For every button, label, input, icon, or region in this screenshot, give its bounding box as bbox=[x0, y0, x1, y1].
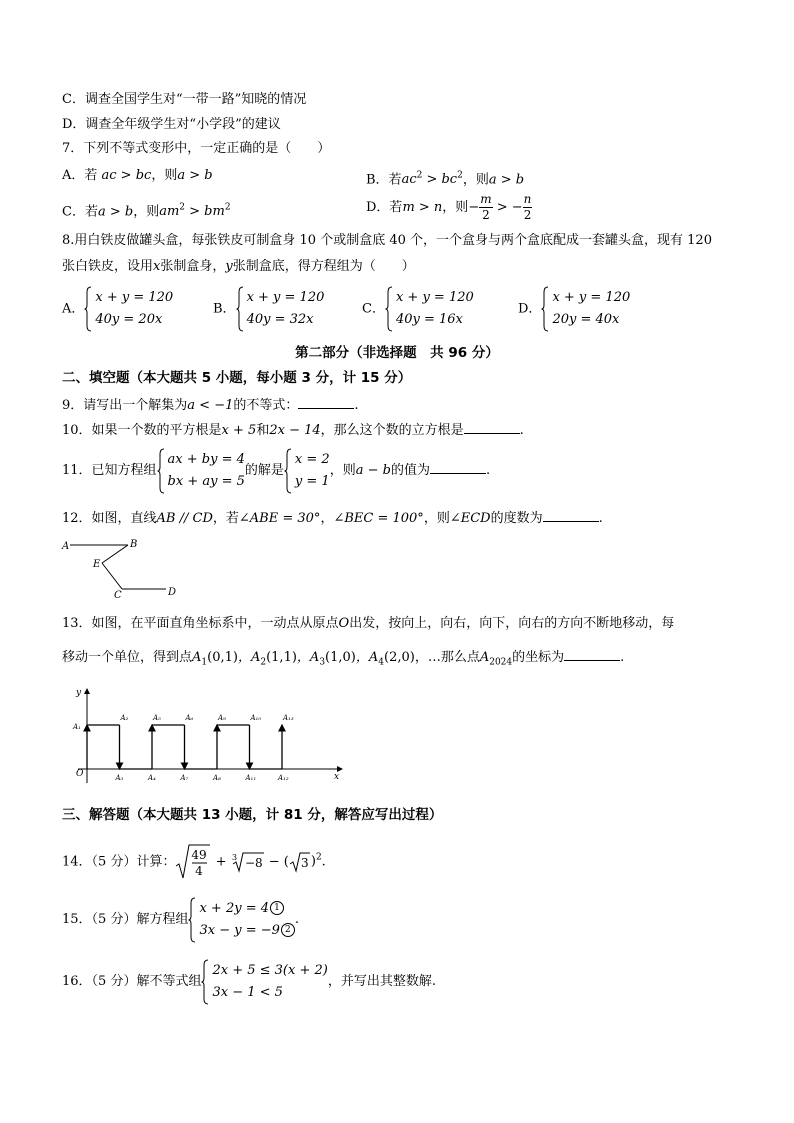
q8-c-eq2: 40y = 16x bbox=[395, 312, 463, 327]
q8-a-eq2: 40y = 20x bbox=[95, 312, 163, 327]
q7-d-gt: > − bbox=[492, 200, 523, 215]
q7-d-frac-n: $\frac{n}{2}$ bbox=[523, 192, 532, 222]
q8-option-a bbox=[62, 287, 173, 332]
q11-solution bbox=[284, 449, 330, 493]
q12-c1: ，若 bbox=[212, 511, 239, 526]
point-label: A₅ bbox=[153, 714, 161, 722]
q7-d-frac-m: $\frac{m}{2}$ bbox=[480, 192, 492, 222]
q8-d-eq1: x + y = 120 bbox=[552, 290, 631, 305]
q11-pre: 11．已知方程组 bbox=[62, 463, 157, 478]
q10-answer-blank[interactable] bbox=[464, 420, 520, 434]
q7-c-prefix: C．若 bbox=[62, 204, 98, 220]
point-label: A₁₂ bbox=[278, 774, 289, 782]
q15-eq1-number: 1 bbox=[270, 901, 284, 915]
q7-option-a bbox=[62, 167, 213, 185]
point-label: A₈ bbox=[213, 774, 221, 782]
q9-post: 的不等式： bbox=[233, 398, 299, 413]
svg-text:3: 3 bbox=[231, 852, 237, 862]
point-label: A₃ bbox=[115, 774, 124, 782]
q10-pre: 10．如果一个数的平方根是 bbox=[62, 423, 222, 438]
label-a: A bbox=[62, 541, 70, 552]
q16-system bbox=[201, 960, 327, 1004]
q15-eq1: x + 2y = 4 bbox=[199, 900, 269, 916]
q7-b-prefix: B．若 bbox=[366, 172, 402, 188]
q7-stem: 7．下列不等式变形中，一定正确的是（ ） bbox=[62, 141, 331, 156]
q11-eq2: bx + ay = 5 bbox=[167, 473, 245, 489]
label-b: B bbox=[130, 539, 138, 550]
origin-label: O bbox=[76, 769, 84, 779]
q8-b-eq2: 40y = 32x bbox=[246, 312, 314, 327]
q7-b-then: ，则 bbox=[462, 172, 489, 188]
q7-a-result: a > b bbox=[177, 168, 213, 183]
q13-points: $A_1(0,1)$，$A_2(1,1)$，$A_3(1,0)$，$A_4(2,0)$ bbox=[192, 650, 415, 668]
point-label: A₆ bbox=[185, 714, 194, 722]
q14 bbox=[62, 838, 326, 882]
q16-post: ，并写出其整数解. bbox=[327, 974, 436, 989]
q11-expr: a − b bbox=[355, 463, 391, 478]
q13-line1-a: 13．如图，在平面直角坐标系中，一动点从原点 bbox=[62, 616, 339, 631]
q9-cond: a < −1 bbox=[187, 398, 234, 413]
q11 bbox=[62, 448, 490, 494]
q11-post: ，则 bbox=[329, 463, 356, 478]
q13-graph bbox=[66, 683, 356, 793]
q8-line2-b: 张制盒身， bbox=[160, 259, 226, 274]
q8-a-label: A． bbox=[62, 301, 85, 317]
point-label: A₁₀ bbox=[250, 714, 262, 722]
q16-pre: 16．（5 分）解不等式组 bbox=[62, 974, 202, 989]
sqrt-3 bbox=[289, 851, 311, 873]
q10-post: ，那么这个数的立方根是 bbox=[320, 423, 464, 438]
q15-end: . bbox=[294, 912, 300, 927]
q12-end: . bbox=[598, 511, 603, 526]
q11-mid: 的解是 bbox=[244, 463, 284, 478]
svg-text:4: 4 bbox=[195, 863, 204, 878]
q9-pre: 9．请写出一个解集为 bbox=[62, 398, 188, 413]
segment-ec bbox=[102, 563, 122, 589]
movement-path bbox=[87, 725, 282, 769]
segment-be bbox=[102, 545, 128, 563]
q11-sol2: y = 1 bbox=[294, 473, 330, 489]
q11-sol1: x = 2 bbox=[294, 451, 330, 467]
q8-b-eq1: x + y = 120 bbox=[246, 290, 325, 305]
q12-c3: ，则 bbox=[423, 511, 450, 526]
q11-eq1: ax + by = 4 bbox=[167, 451, 245, 467]
q16-eq1: 2x + 5 ≤ 3(x + 2) bbox=[212, 962, 328, 978]
q8-c-label: C． bbox=[362, 301, 385, 317]
q13-end: . bbox=[620, 650, 625, 665]
q8-d-system bbox=[541, 287, 630, 331]
q12-post: 的度数为 bbox=[490, 511, 543, 526]
q7-option-c bbox=[62, 199, 231, 221]
q8-d-label: D． bbox=[518, 301, 542, 317]
q13-target: $A_{2024}$ bbox=[479, 650, 513, 668]
point-label: A₇ bbox=[180, 774, 189, 782]
q8-option-d bbox=[518, 287, 630, 332]
q11-answer-blank[interactable] bbox=[430, 460, 486, 474]
q9 bbox=[62, 395, 359, 415]
q12-angle2: ∠BEC = 100° bbox=[333, 511, 424, 526]
q7-c-then: ，则 bbox=[133, 204, 160, 220]
q13-line2-a: 移动一个单位，得到点 bbox=[62, 650, 193, 665]
q16 bbox=[62, 958, 436, 1006]
q8-option-b bbox=[213, 287, 324, 332]
q10-expr1: x + 5 bbox=[221, 423, 257, 438]
q8-c-eq1: x + y = 120 bbox=[395, 290, 474, 305]
q13-line1-b: 出发，按向上，向右，向下，向右的方向不断地移动，每 bbox=[349, 616, 675, 631]
q14-end: . bbox=[321, 854, 326, 870]
q14-minus: − ( bbox=[264, 854, 289, 870]
q8-b-label: B． bbox=[213, 301, 236, 317]
y-label: y bbox=[76, 688, 82, 698]
point-label: A₁₁ bbox=[245, 774, 257, 782]
q9-answer-blank[interactable] bbox=[298, 395, 354, 409]
q15-eq2: 3x − y = −9 bbox=[199, 922, 280, 938]
point-label: A₄ bbox=[148, 774, 156, 782]
q12 bbox=[62, 508, 603, 528]
q8-d-eq2: 20y = 40x bbox=[552, 312, 620, 327]
q11-system bbox=[157, 449, 245, 493]
q15 bbox=[62, 896, 299, 944]
q7-d-then: ，则 bbox=[442, 200, 469, 215]
q13-answer-blank[interactable] bbox=[564, 647, 620, 661]
q7-c-result: $am^2 > bm^2$ bbox=[159, 203, 231, 220]
q13-line1 bbox=[62, 615, 674, 633]
q7-c-cond: a > b bbox=[97, 204, 134, 220]
q8-line1: 8.用白铁皮做罐头盒，每张铁皮可制盒身 10 个或制盒底 40 个，一个盒身与两个盒底配成一套罐头盒，现有 120 bbox=[62, 233, 712, 248]
q8-line2 bbox=[62, 258, 415, 276]
q8-line2-a: 张白铁皮，设用 bbox=[62, 259, 154, 274]
q13-line2-b: ，…那么点 bbox=[414, 650, 480, 665]
q6-option-c: C．调查全国学生对“一带一路”知晓的情况 bbox=[62, 92, 307, 107]
q7-option-b bbox=[366, 167, 524, 189]
point-label: A₁ bbox=[73, 723, 81, 731]
q7-a-prefix: A．若 bbox=[62, 168, 98, 183]
q14-plus: + bbox=[211, 854, 231, 870]
q13-line2 bbox=[62, 647, 624, 672]
svg-text:49: 49 bbox=[191, 847, 208, 862]
q7-a-then: ，则 bbox=[151, 168, 178, 183]
q11-end: . bbox=[485, 463, 491, 478]
q7-d-prefix: D．若 bbox=[366, 200, 403, 215]
q12-pre: 12．如图，直线 bbox=[62, 511, 157, 526]
point-label: A₉ bbox=[218, 714, 226, 722]
q15-pre: 15．（5 分）解方程组 bbox=[62, 912, 189, 927]
q13-line2-c: 的坐标为 bbox=[512, 650, 565, 665]
svg-text:3: 3 bbox=[300, 855, 309, 870]
q10-expr2: 2x − 14 bbox=[269, 423, 321, 438]
q15-eq2-number: 2 bbox=[281, 923, 295, 937]
svg-text:−8: −8 bbox=[244, 855, 263, 870]
q7-d-minus1: − bbox=[468, 200, 480, 215]
q8-a-system bbox=[84, 287, 173, 331]
q16-eq2: 3x − 1 < 5 bbox=[212, 984, 283, 1000]
q8-c-system bbox=[385, 287, 474, 331]
q7-b-result: a > b bbox=[488, 172, 525, 188]
q8-option-c bbox=[362, 287, 474, 332]
q7-b-cond: $ac^2 > bc^2$ bbox=[401, 171, 463, 188]
q8-b-system bbox=[236, 287, 325, 331]
q7-a-cond: ac > bc bbox=[97, 168, 152, 183]
section2-title: 二、填空题（本大题共 5 小题，每小题 3 分，计 15 分） bbox=[62, 370, 412, 386]
q11-post2: 的值为 bbox=[390, 463, 430, 478]
point-labels bbox=[72, 714, 294, 782]
q12-parallel: AB // CD bbox=[156, 511, 213, 526]
q8-var-x: x bbox=[153, 259, 161, 274]
q10 bbox=[62, 420, 524, 440]
point-label: A₂ bbox=[120, 714, 129, 722]
q6-option-d: D．调查全年级学生对“小学段”的建议 bbox=[62, 117, 281, 132]
q15-system bbox=[188, 898, 294, 942]
q7-option-d bbox=[366, 192, 532, 224]
section3-title: 三、解答题（本大题共 13 小题，计 81 分，解答应写出过程） bbox=[62, 807, 443, 823]
q8-a-eq1: x + y = 120 bbox=[95, 290, 174, 305]
label-d: D bbox=[168, 587, 177, 598]
q8-var-y: y bbox=[225, 259, 233, 274]
q12-c2: ， bbox=[320, 511, 334, 526]
label-e: E bbox=[93, 559, 101, 570]
q8-line2-c: 张制盒底，得方程组为（ ） bbox=[232, 259, 415, 274]
x-label: x bbox=[334, 772, 340, 782]
q7-d-cond: m > n bbox=[402, 200, 443, 215]
cbrt-neg8 bbox=[231, 851, 265, 873]
q13-origin: O bbox=[338, 616, 350, 631]
q10-and: 和 bbox=[256, 423, 270, 438]
q14-pre: 14．（5 分）计算： bbox=[62, 854, 176, 870]
q9-end: . bbox=[354, 398, 359, 413]
label-c: C bbox=[114, 590, 122, 600]
q10-end: . bbox=[519, 423, 524, 438]
sqrt-49-over-4 bbox=[175, 842, 211, 882]
q12-answer-blank[interactable] bbox=[543, 508, 599, 522]
q12-angle1: ∠ABE = 30° bbox=[238, 511, 321, 526]
part2-title: 第二部分（非选择题 共 96 分） bbox=[295, 345, 499, 361]
point-label: A₁₃ bbox=[283, 714, 294, 722]
q12-figure bbox=[58, 536, 188, 600]
q14-close: )$^2$ bbox=[310, 853, 322, 870]
q12-angle3: ∠ECD bbox=[449, 511, 491, 526]
